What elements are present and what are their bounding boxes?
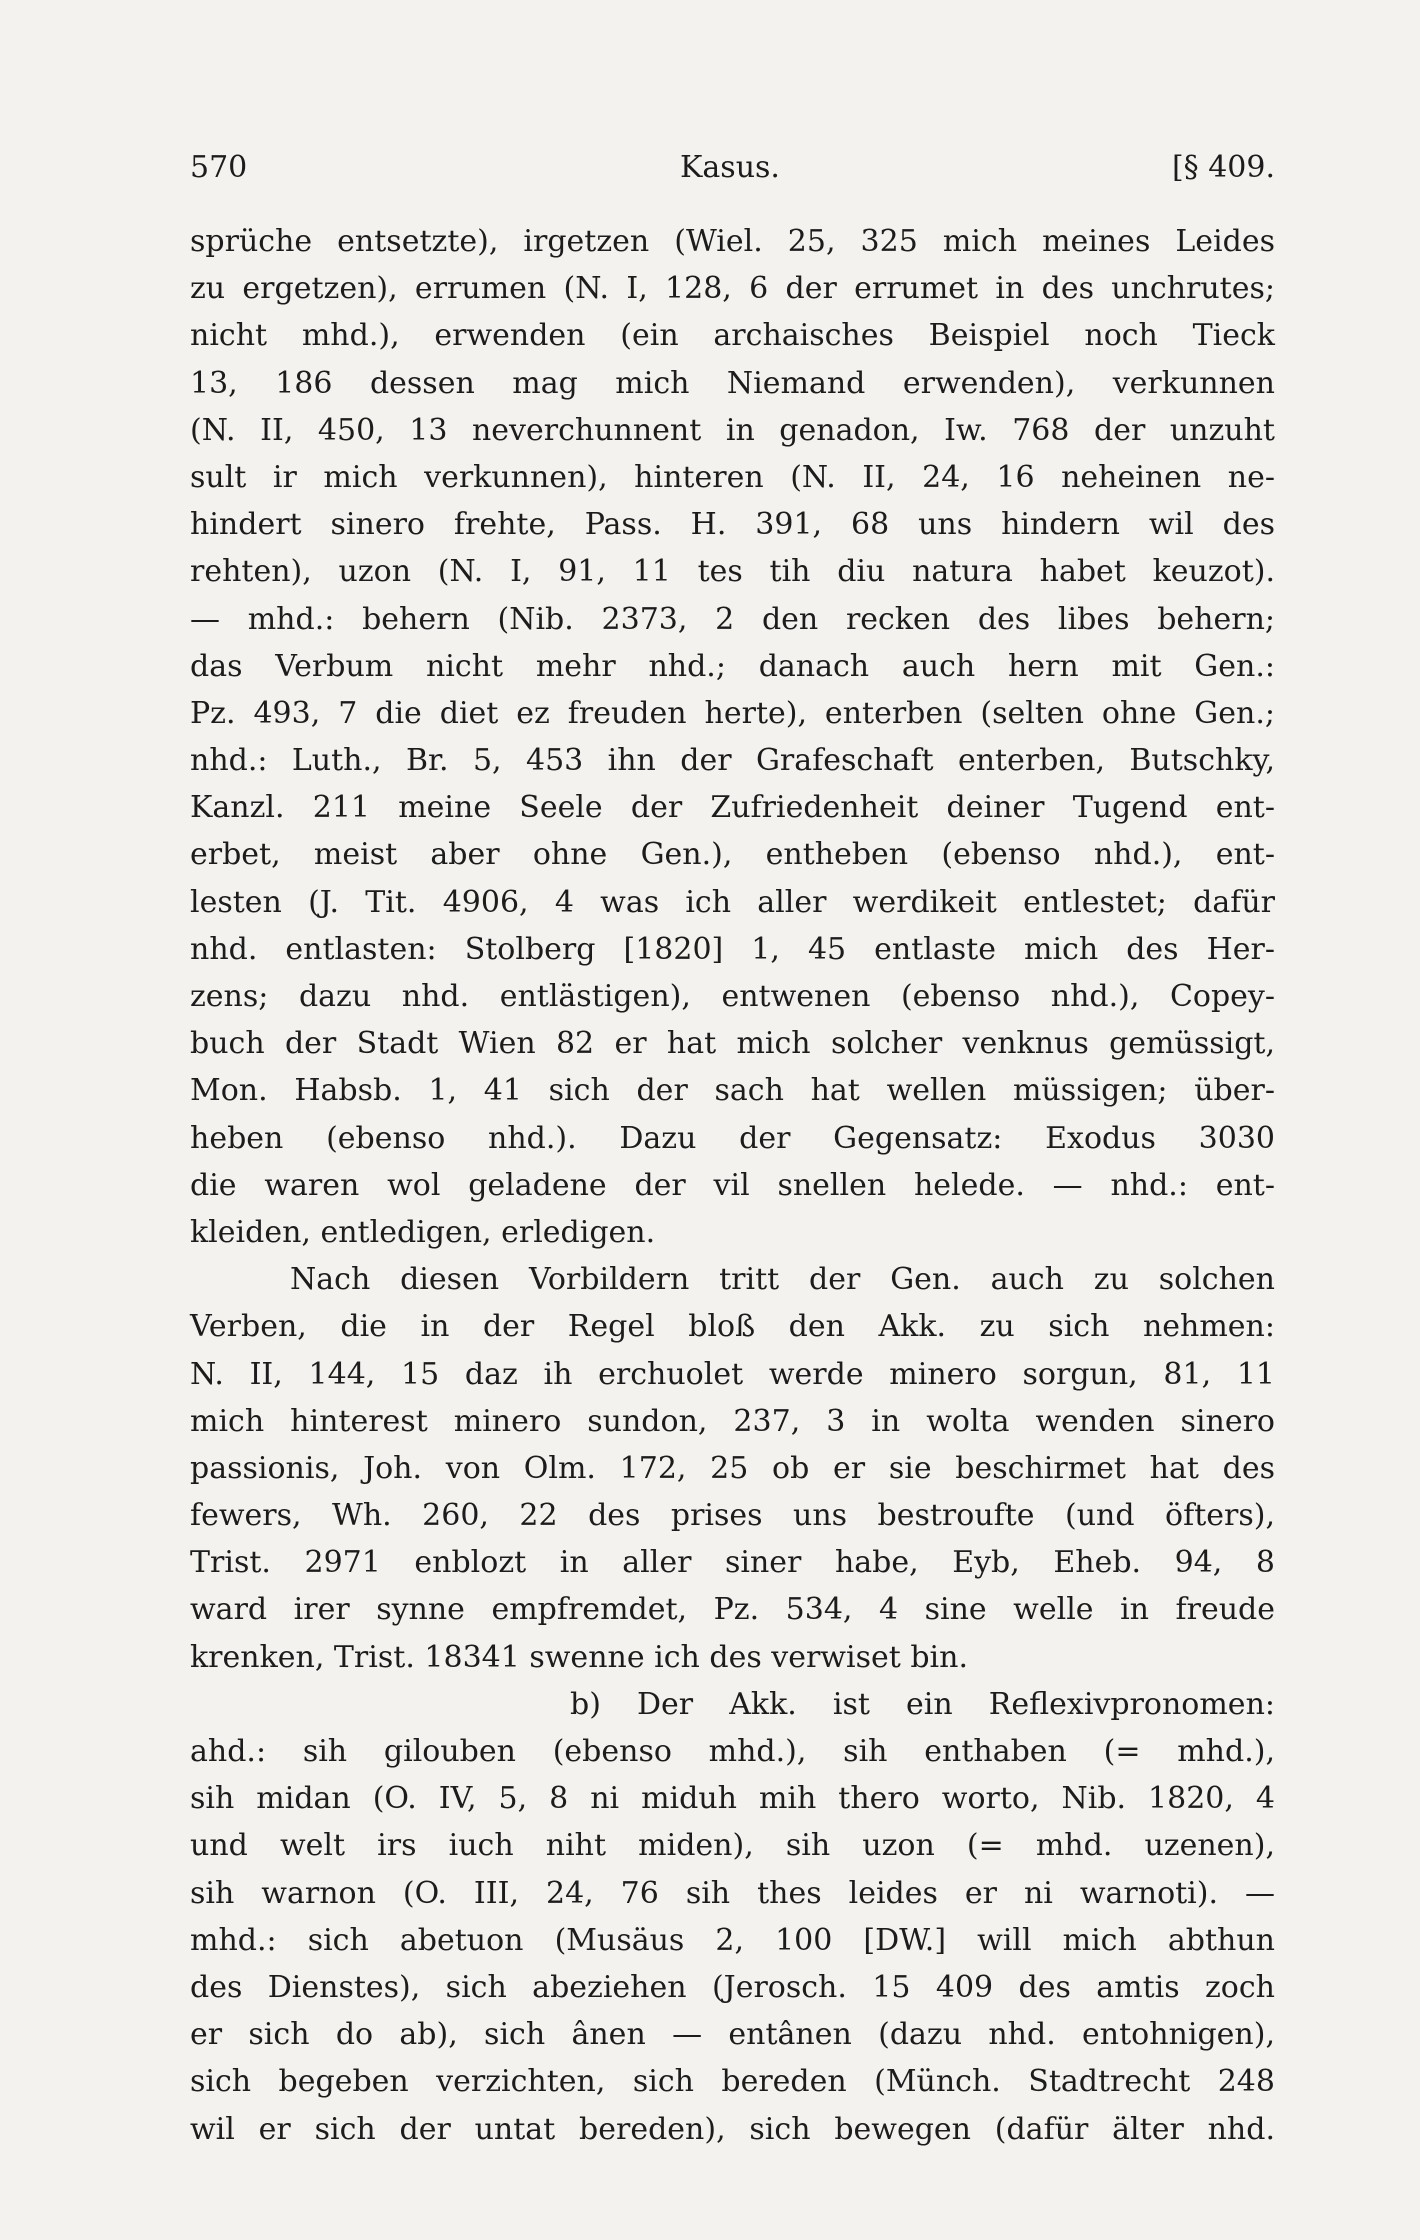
text-line: b) Der Akk. ist ein Reflexivpronomen: [570,1686,1275,1722]
text-line: (N. II, 450, 13 neverchunnent in genadon, Iw. 768 der unzuht [190,412,1275,448]
text-line: nhd. entlasten: Stolberg [1820] 1, 45 entlaste mich des Her- [190,931,1275,967]
text-line: Kanzl. 211 meine Seele der Zufriedenheit deiner Tugend ent- [190,790,1275,826]
text-line: krenken, Trist. 18341 swenne ich des verwiset bin. [190,1639,968,1675]
running-head [190,150,1275,190]
text-line: erbet, meist aber ohne Gen.), entheben (ebenso nhd.), ent- [190,837,1275,873]
text-line: fewers, Wh. 260, 22 des prises uns bestroufte (und öfters), [190,1498,1275,1534]
running-title: Kasus. [680,150,780,185]
text-line: ward irer synne empfremdet, Pz. 534, 4 sine welle in freude [190,1592,1275,1628]
text-line: heben (ebenso nhd.). Dazu der Gegensatz: Exodus 3030 [190,1120,1275,1156]
text-line: zu ergetzen), errumen (N. I, 128, 6 der errumet in des unchrutes; [190,271,1275,307]
text-line: Nach diesen Vorbildern tritt der Gen. auch zu solchen [290,1262,1275,1298]
text-line: — mhd.: behern (Nib. 2373, 2 den recken des libes behern; [190,601,1275,637]
text-line: Mon. Habsb. 1, 41 sich der sach hat wellen müssigen; über- [190,1073,1275,1109]
body-text [190,218,1275,2153]
section-reference: [§ 409. [1171,150,1275,185]
text-line: N. II, 144, 15 daz ih erchuolet werde minero sorgun, 81, 11 [190,1356,1275,1392]
text-line: nicht mhd.), erwenden (ein archaisches Beispiel noch Tieck [190,318,1275,354]
text-line: Pz. 493, 7 die diet ez freuden herte), enterben (selten ohne Gen.; [190,695,1275,731]
text-line: kleiden, entledigen, erledigen. [190,1214,656,1250]
text-line: mich hinterest minero sundon, 237, 3 in wolta wenden sinero [190,1403,1275,1439]
text-line: zens; dazu nhd. entlästigen), entwenen (ebenso nhd.), Copey- [190,979,1275,1014]
text-line: sih midan (O. IV, 5, 8 ni miduh mih thero worto, Nib. 1820, 4 [190,1781,1275,1817]
text-line: das Verbum nicht mehr nhd.; danach auch hern mit Gen.: [190,648,1275,684]
text-line: buch der Stadt Wien 82 er hat mich solcher venknus gemüssigt, [190,1026,1275,1062]
text-line: und welt irs iuch niht miden), sih uzon (= mhd. uzenen), [190,1828,1275,1864]
text-line: wil er sich der untat bereden), sich bewegen (dafür älter nhd. [190,2111,1275,2147]
text-line: passionis, Joh. von Olm. 172, 25 ob er sie beschirmet hat des [190,1450,1275,1486]
text-line: sult ir mich verkunnen), hinteren (N. II, 24, 16 neheinen ne- [190,459,1275,495]
text-line: des Dienstes), sich abeziehen (Jerosch. 15 409 des amtis zoch [190,1969,1275,2005]
page-number: 570 [190,150,248,185]
text-line: sich begeben verzichten, sich bereden (Münch. Stadtrecht 248 [190,2064,1275,2100]
text-line: er sich do ab), sich ânen — entânen (dazu nhd. entohnigen), [190,2017,1275,2053]
text-line: nhd.: Luth., Br. 5, 453 ihn der Grafeschaft enterben, Butschky, [190,743,1275,779]
text-line: die waren wol geladene der vil snellen helede. — nhd.: ent- [190,1167,1275,1203]
text-line: lesten (J. Tit. 4906, 4 was ich aller werdikeit entlestet; dafür [190,884,1275,920]
text-line: sprüche entsetzte), irgetzen (Wiel. 25, 325 mich meines Leides [190,224,1275,259]
text-line: Trist. 2971 enblozt in aller siner habe, Eyb, Eheb. 94, 8 [190,1545,1275,1581]
text-line: hindert sinero frehte, Pass. H. 391, 68 uns hindern wil des [190,507,1275,543]
text-line: 13, 186 dessen mag mich Niemand erwenden), verkunnen [190,365,1275,401]
text-line: rehten), uzon (N. I, 91, 11 tes tih diu natura habet keuzot). [190,554,1275,590]
text-line: mhd.: sich abetuon (Musäus 2, 100 [DW.] will mich abthun [190,1922,1275,1958]
text-line: sih warnon (O. III, 24, 76 sih thes leides er ni warnoti). — [190,1875,1275,1911]
text-line: ahd.: sih gilouben (ebenso mhd.), sih enthaben (= mhd.), [190,1734,1275,1769]
text-line: Verben, die in der Regel bloß den Akk. zu sich nehmen: [190,1309,1275,1345]
